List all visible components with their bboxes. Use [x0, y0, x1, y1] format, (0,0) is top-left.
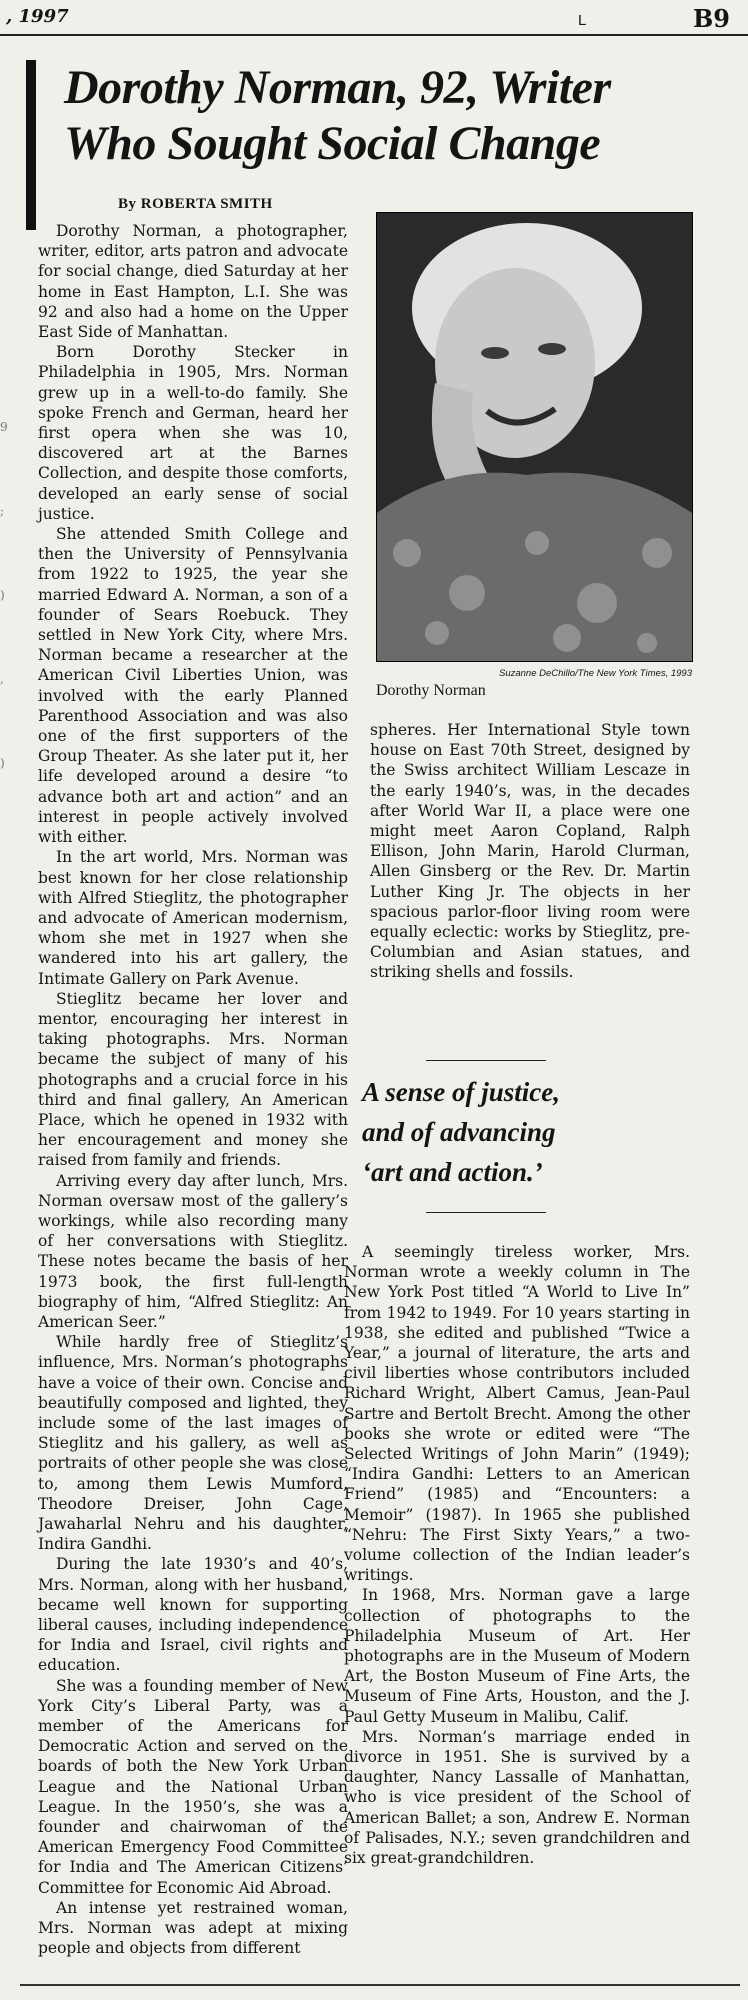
pull-quote-line-3: ‘art and action.’	[362, 1157, 543, 1187]
body-paragraph-right-top: spheres. Her International Style town house on East 70th Street, designed by the Swiss architect William Lescaze in the early 1940’s, was, in the decades after World War II, a place were one might meet Aaron Copland, Ralph Ellison, John Marin, Harold Clurman, Allen Ginsberg or the Rev. Dr. Martin Luther King Jr. The objects in her spacious parlor-floor living room were equally eclectic: works by Stieglitz, pre-Columbian and Asian statues, and striking shells and fossils.	[370, 721, 690, 982]
page-number: B9	[693, 4, 730, 33]
body-paragraph-left: In the art world, Mrs. Norman was best known for her close relationship with Alfred Stieglitz, the photographer and advocate of American modernism, whom she met in 1927 when she wandered into his art gallery, the Intimate Gallery on Park Avenue.	[38, 848, 348, 988]
body-column-right-top	[370, 720, 690, 983]
bottom-rule	[20, 1984, 740, 1986]
body-paragraph-left: She was a founding member of New York City’s Liberal Party, was a member of the Americans for Democratic Action and served on the boards of both the New York Urban League and the National Urban League. In the 1950’s, she was a founder and chairwoman of the American Emergency Food Committee for India and The American Citizens’ Committee for Economic Aid Abroad.	[38, 1676, 348, 1897]
photo-credit: Suzanne DeChillo/The New York Times, 1993	[498, 668, 692, 679]
running-head	[6, 4, 736, 34]
body-paragraph-right-bottom: A seemingly tireless worker, Mrs. Norman wrote a weekly column in The New York Post titled “A World to Live In” from 1942 to 1949. For 10 years starting in 1938, she edited and published “Twice a Year,” a journal of literature, the arts and civil liberties whose contributors included Richard Wright, Albert Camus, Jean-Paul Sartre and Bertolt Brecht. Among the other books she wrote or edited were “The Selected Writings of John Marin” (1949); “Indira Gandhi: Letters to an American Friend” (1985) and “Encounters: a Memoir” (1987). In 1965 she published “Nehru: The First Sixty Years,” a two-volume collection of the Indian leader’s writings.	[344, 1243, 690, 1585]
body-paragraph-left: Born Dorothy Stecker in Philadelphia in 1905, Mrs. Norman grew up in a well-to-do family. She spoke French and German, heard her first opera when she was 10, discovered art at the Barnes Collection, and despite those comforts, developed an early sense of social justice.	[38, 343, 348, 523]
photo-caption: Dorothy Norman	[376, 682, 486, 699]
headline	[64, 60, 704, 172]
issue-date: , 1997	[6, 6, 69, 27]
body-paragraph-left: Arriving every day after lunch, Mrs. Norman oversaw most of the gallery’s workings, while also recording many of her conversations with Stieglitz. These notes became the basis of her 1973 book, the first full-length biography of him, “Alfred Stieglitz: An American Seer.”	[38, 1171, 348, 1331]
column-bar	[26, 60, 36, 230]
byline: By ROBERTA SMITH	[118, 196, 273, 212]
edition-letter: L	[578, 12, 587, 29]
headline-line-1: Dorothy Norman, 92, Writer	[64, 61, 611, 114]
body-paragraph-right-bottom: Mrs. Norman’s marriage ended in divorce in 1951. She is survived by a daughter, Nancy Lassalle of Manhattan, who is vice president of the School of American Ballet; a son, Andrew E. Norman of Palisades, N.Y.; seven grandchildren and six great-grandchildren.	[344, 1727, 690, 1868]
body-paragraph-left: An intense yet restrained woman, Mrs. Norman was adept at mixing people and objects from different	[38, 1898, 348, 1958]
body-paragraph-left: While hardly free of Stieglitz’s influence, Mrs. Norman’s photographs have a voice of their own. Concise and beautifully composed and lighted, they include some of the last images of Stieglitz and his gallery, as well as portraits of other people she was close to, among them Lewis Mumford, Theodore Dreiser, John Cage, Jawaharlal Nehru and his daughter, Indira Gandhi.	[38, 1333, 348, 1554]
body-paragraph-left: She attended Smith College and then the University of Pennsylvania from 1922 to 1925, the year she married Edward A. Norman, a son of a founder of Sears Roebuck. They settled in New York City, where Mrs. Norman became a researcher at the American Civil Liberties Union, was involved with the early Planned Parenthood Association and was also one of the first supporters of the Group Theater. As she later put it, her life developed around a desire “to advance both art and action” and an interest in people actively involved with either.	[38, 525, 348, 847]
top-rule	[0, 34, 748, 36]
headline-line-2: Who Sought Social Change	[64, 117, 601, 170]
body-column-right-bottom	[344, 1242, 690, 1868]
portrait-image	[377, 213, 692, 661]
pull-quote-rule-bottom	[426, 1212, 546, 1213]
fold-marks: 9 ; ) , )	[0, 420, 8, 770]
body-paragraph-left: Stieglitz became her lover and mentor, encouraging her interest in taking photographs. Mrs. Norman became the subject of many of his photographs and a crucial force in his third and final gallery, An American Place, which he opened in 1932 with her encouragement and money she raised from family and friends.	[38, 989, 348, 1170]
portrait-photo	[376, 212, 693, 662]
pull-quote	[362, 1072, 692, 1192]
body-column-left	[38, 221, 348, 1958]
pull-quote-rule-top	[426, 1060, 546, 1061]
body-paragraph-left: During the late 1930’s and 40’s, Mrs. Norman, along with her husband, became well known for supporting liberal causes, including independence for India and Israel, civil rights and education.	[38, 1555, 348, 1675]
pull-quote-line-2: and of advancing	[362, 1117, 556, 1147]
pull-quote-line-1: A sense of justice,	[362, 1077, 561, 1107]
body-paragraph-right-bottom: In 1968, Mrs. Norman gave a large collection of photographs to the Philadelphia Museum of Art. Her photographs are in the Museum of Modern Art, the Boston Museum of Fine Arts, the Museum of Fine Arts, Houston, and the J. Paul Getty Museum in Malibu, Calif.	[344, 1586, 690, 1726]
body-paragraph-left: Dorothy Norman, a photographer, writer, editor, arts patron and advocate for social change, died Saturday at her home in East Hampton, L.I. She was 92 and also had a home on the Upper East Side of Manhattan.	[38, 222, 348, 342]
